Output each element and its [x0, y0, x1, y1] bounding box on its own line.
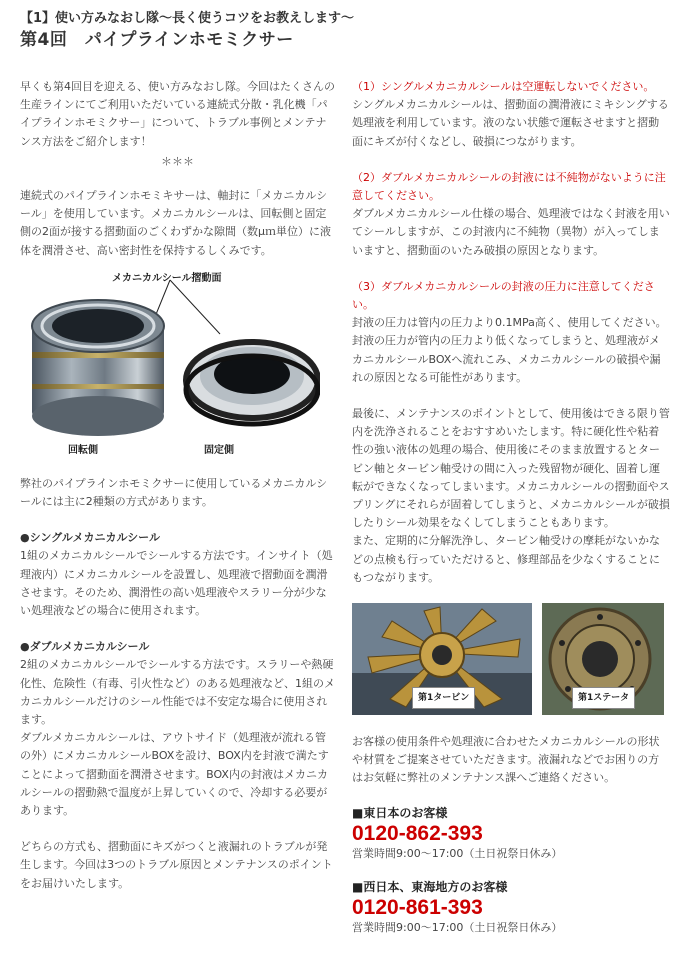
contact-west-heading: ■西日本、東海地方のお客様: [352, 879, 508, 894]
parts-photos: [352, 603, 670, 715]
seal-types-intro: 弊社のパイプラインホモミクサーに使用しているメカニカルシールには主に2種類の方式があります。: [20, 476, 328, 509]
point-3-body: 封液の圧力は管内の圧力より0.1MPa高く、使用してください。封液の圧力が管内の圧力より低くなってしまうと、処理液がメカニカルシールBOXへ流れこみ、メカニカルシールの破損や漏れの原因となる可能性があります。: [352, 316, 667, 384]
closing-paragraph: どちらの方式も、摺動面にキズがつくと液漏れのトラブルが発生します。今回は3つのトラブル原因とメンテナンスのポイントをお届けいたします。: [20, 840, 333, 890]
contact-east: [352, 804, 670, 862]
point-2-body: ダブルメカニカルシール仕様の場合、処理液ではなく封液を用いてシールしますが、この封液内に不純物（異物）が入ってしまいますと、摺動面のいたみ破損の原因となります。: [352, 207, 670, 257]
inspection-paragraph: また、定期的に分解洗浄し、タービン軸受けの摩耗がないかなどの点検も行っていただけると、修理部品を少なくすることにもつながります。: [352, 534, 660, 584]
double-seal-body-2: ダブルメカニカルシールは、アウトサイド（処理液が流れる管の外）にメカニカルシールBOXを設け、BOX内を封液で満たすことによって摺動面を潤滑させます。BOX内の封液はメカニカルシールの摺動熱で温度が上昇していくので、冷却する必要があります。: [20, 731, 329, 818]
section-divider-stars: ＊＊＊: [161, 154, 194, 168]
maintenance-paragraph: 最後に、メンテナンスのポイントとして、使用後はできる限り管内を洗浄されることをおすすめいたします。特に硬化性や粘着性の強い液体の処理の場合、使用後にそのまま放置するとタービン軸とタービン軸受けの間に入った残留物が硬化、固着し運転ができなくなってしまいます。メカニカルシールの摺動面やスプリングにそれらが固着してしまうと、メカニカルシールが破損したりシール効果をなくしてしまうこともあります。: [352, 407, 670, 530]
stator-photo: [542, 603, 664, 715]
contact-west: [352, 878, 670, 936]
proposal-paragraph: お客様の使用条件や処理液に合わせたメカニカルシールの形状や材質をご提案させていただきます。液漏れなどでお困りの方はお気軽に弊社のメンテナンス課へご連絡ください。: [352, 735, 660, 785]
page-title: 第4回 パイプラインホモミクサー: [20, 30, 294, 50]
turbine-photo: [352, 603, 532, 715]
point-1-heading: （1）シングルメカニカルシールは空運転しないでください。: [352, 80, 655, 93]
article-header: [20, 10, 354, 52]
contact-west-phone[interactable]: 0120-861-393: [352, 896, 483, 920]
figure-caption: メカニカルシール摺動面: [112, 272, 222, 284]
contact-east-phone[interactable]: 0120-862-393: [352, 821, 483, 845]
mechanical-seal-explanation: 連続式のパイプラインホモミキサーは、軸封に「メカニカルシール」を使用しています。メカニカルシールは、回転側と固定側の2面が接する摺動面のごくわずかな隙間（数μｍ単位）に液体を潤滑させ、高い密封性を保持するしくみです。: [20, 189, 331, 257]
single-seal-heading: ●シングルメカニカルシール: [20, 531, 160, 545]
right-column: [352, 78, 670, 936]
mechanical-seal-figure: [20, 264, 320, 459]
rotating-side-label: 回転側: [68, 444, 98, 456]
contact-east-heading: ■東日本のお客様: [352, 805, 448, 820]
left-column: [20, 78, 335, 893]
point-2-heading: （2）ダブルメカニカルシールの封液には不純物がないように注意してください。: [352, 170, 666, 203]
contact-east-hours: 営業時間9:00〜17:00（土日祝祭日休み）: [352, 846, 563, 860]
turbine-label: 第1タービン: [412, 687, 475, 709]
point-3-heading: （3）ダブルメカニカルシールの封液の圧力に注意してください。: [352, 279, 655, 312]
series-title: 【1】使い方みなおし隊〜長く使うコツをお教えします〜: [20, 11, 355, 26]
intro-paragraph: 早くも第4回目を迎える、使い方みなおし隊。今回はたくさんの生産ラインにてご利用いただいている連続式分散・乳化機「パイプラインホモミクサー」について、トラブル事例とメンテナンス方法をご紹介します！: [20, 80, 335, 148]
double-seal-body-1: 2組のメカニカルシールでシールする方法です。スラリーや熱硬化性、危険性（有毒、引火性など）のある処理液など、1組のメカニカルシールだけのシール性能では不安定な場合に使用されます。: [20, 658, 335, 727]
double-seal-heading: ●ダブルメカニカルシール: [20, 640, 150, 654]
mechanical-seal-photo: [20, 264, 320, 459]
contact-west-hours: 営業時間9:00〜17:00（土日祝祭日休み）: [352, 921, 563, 935]
stationary-side-label: 固定側: [204, 444, 234, 456]
point-1-body: シングルメカニカルシールは、摺動面の潤滑液にミキシングする処理液を利用しています。液のない状態で運転させますと摺動面にキズが付くなどし、破損につながります。: [352, 98, 669, 148]
single-seal-body: 1組のメカニカルシールでシールする方法です。インサイト（処理液内）にメカニカルシールを設置し、処理液で摺動面を潤滑させます。そのため、潤滑性の高い処理液やスラリー分が少ない処理液などの場合に使用されます。: [20, 549, 333, 618]
stator-label: 第1ステータ: [572, 687, 635, 709]
